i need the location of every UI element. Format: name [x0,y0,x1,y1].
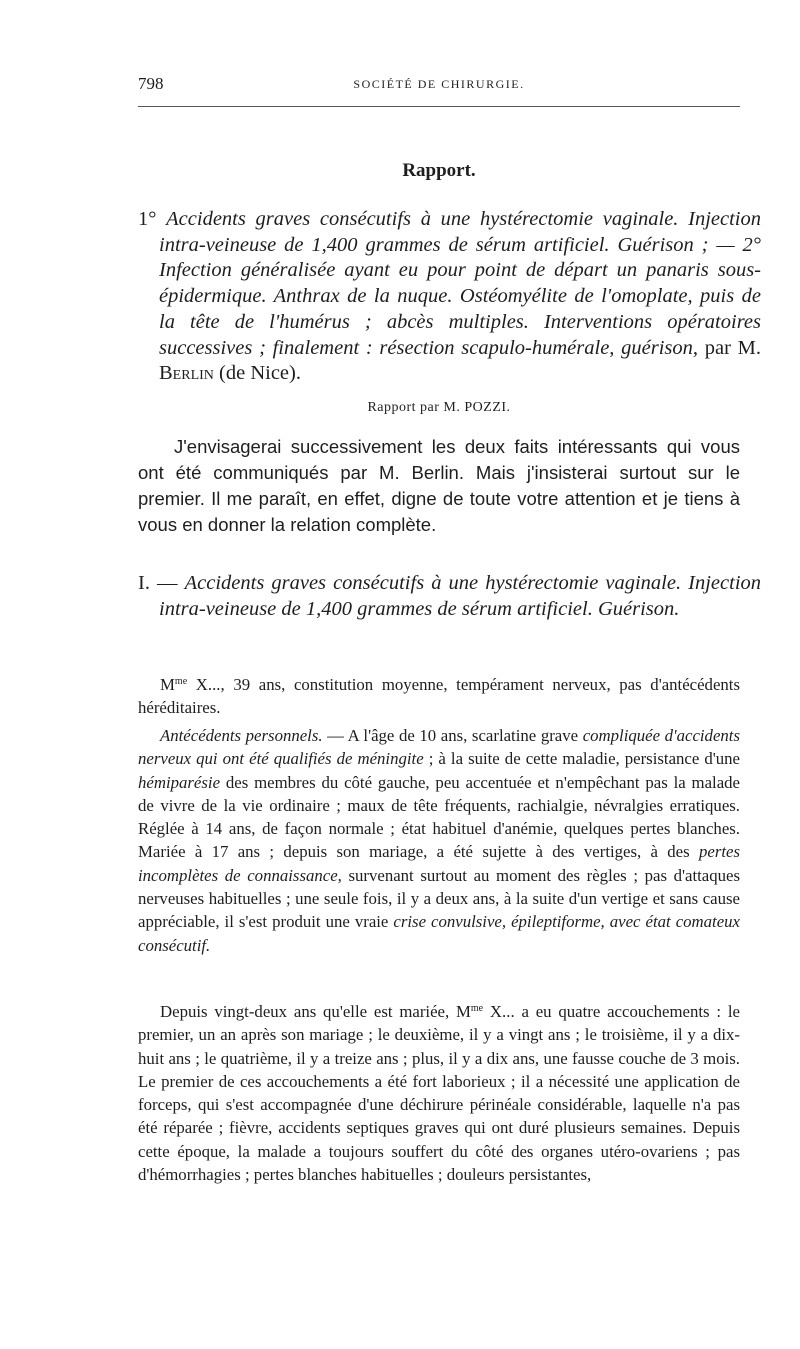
antecedents-italic-4: crise convulsive, épileptiforme, avec état comateux consécutif. [138,912,741,955]
antecedents-italic-1: compliquée d'accidents nerveux qui ont été qualifiés de méningite [138,726,740,769]
antecedents-text-1: — A l'âge de 10 ans, scarlatine grave [322,726,583,745]
antecedents-text-4: , survenant surtout au moment des règles ; pas d'attaques nerveuses habituelles ; une seule fois, il y a deux ans, à la suite d'un vertige et sans cause appréciable, il s'est produit une vraie [138,865,741,932]
header-rule [138,106,740,107]
report-author: Berlin [159,362,214,385]
running-title: SOCIÉTÉ DE CHIRURGIE. [353,77,525,91]
report-title [138,207,761,387]
antecedents-text-2: ; à la suite de cette maladie, persistance d'une [423,749,740,769]
antecedents-text-3: des membres du côté gauche, peu accentuée et n'empêchant pas la malade de vivre de la vie ordinaire ; maux de tête fréquents, rachialgie, névralgies erratiques. Réglée à 14 ans, de façon normale ; état habituel d'anémie, quelques pertes blanches. Mariée à 17 ans ; depuis son mariage, a été sujette à des vertiges, à des [138,772,740,862]
report-subject: Accidents graves consécutifs à une hystérectomie vaginale. Injection intra-veineuse de 1,400 grammes de sérum artificiel. Guérison ; — 2° Infection généralisée ayant eu pour point de départ un panaris sous-épidermique. Anthrax de la nuque. Ostéomyélite de l'omoplate, puis de la tête de l'humérus ; abcès multiples. Interventions opératoires successives ; finalement : résection scapulo-humérale, guérison, [159,208,761,359]
case-title [138,570,761,622]
title-m: M [160,675,175,694]
antecedents-italic-3: pertes incomplètes de connaissance [138,842,740,885]
report-by: par M. [704,336,761,359]
obstetric-paragraph [138,1000,740,1186]
obstetric-text-2: X... a eu quatre accouchements : le premier, un an après son mariage ; le deuxième, il y a vingt ans ; le troisième, il y a dix-huit ans ; le quatrième, il y a treize ans ; plus, il y a dix ans, une fausse couche de 3 mois. Le premier de ces accouchements a été fort laborieux ; il a nécessité une application de forceps, qui s'est accompagnée d'une déchirure périnéale considérable, laquelle n'a pas été réparée ; fièvre, accidents septiques graves qui ont duré plusieurs semaines. Depuis cette époque, la malade a toujours souffert du côté des organes utéro-ovariens ; pas d'hémorrhagies ; pertes blanches habituelles ; douleurs persistantes, [138,1002,740,1185]
patient-paragraph [138,673,740,720]
intro-paragraph: J'envisagerai successivement les deux faits intéressants qui vous ont été communiqués par M. Berlin. Mais j'insisterai surtout sur le premier. Il me paraît, en effet, digne de toute votre attention et je tiens à vous en donner la relation complète. [138,436,740,535]
title-me: me [174,676,188,687]
page-header [138,74,740,98]
antecedents-paragraph [138,724,740,957]
case-title-text: Accidents graves consécutifs à une hystérectomie vaginale. Injection intra-veineuse de 1,400 grammes de sérum artificiel. Guérison. [159,572,762,620]
report-place: (de Nice). [219,362,301,385]
patient-text: X..., 39 ans, constitution moyenne, tempérament nerveux, pas d'antécédents héréditaires. [138,675,740,718]
antecedents-heading: Antécédents personnels. [160,726,323,745]
page-number: 798 [138,74,164,93]
report-number: 1° [138,208,157,230]
section-heading: Rapport. [402,160,476,181]
report-byline: Rapport par M. POZZI. [367,400,511,415]
case-numeral: I. — [138,572,178,594]
obstetric-title-me: me [470,1003,484,1014]
obstetric-text-1: Depuis vingt-deux ans qu'elle est mariée, M [160,1002,471,1021]
antecedents-italic-2: hémiparésie [138,772,221,792]
